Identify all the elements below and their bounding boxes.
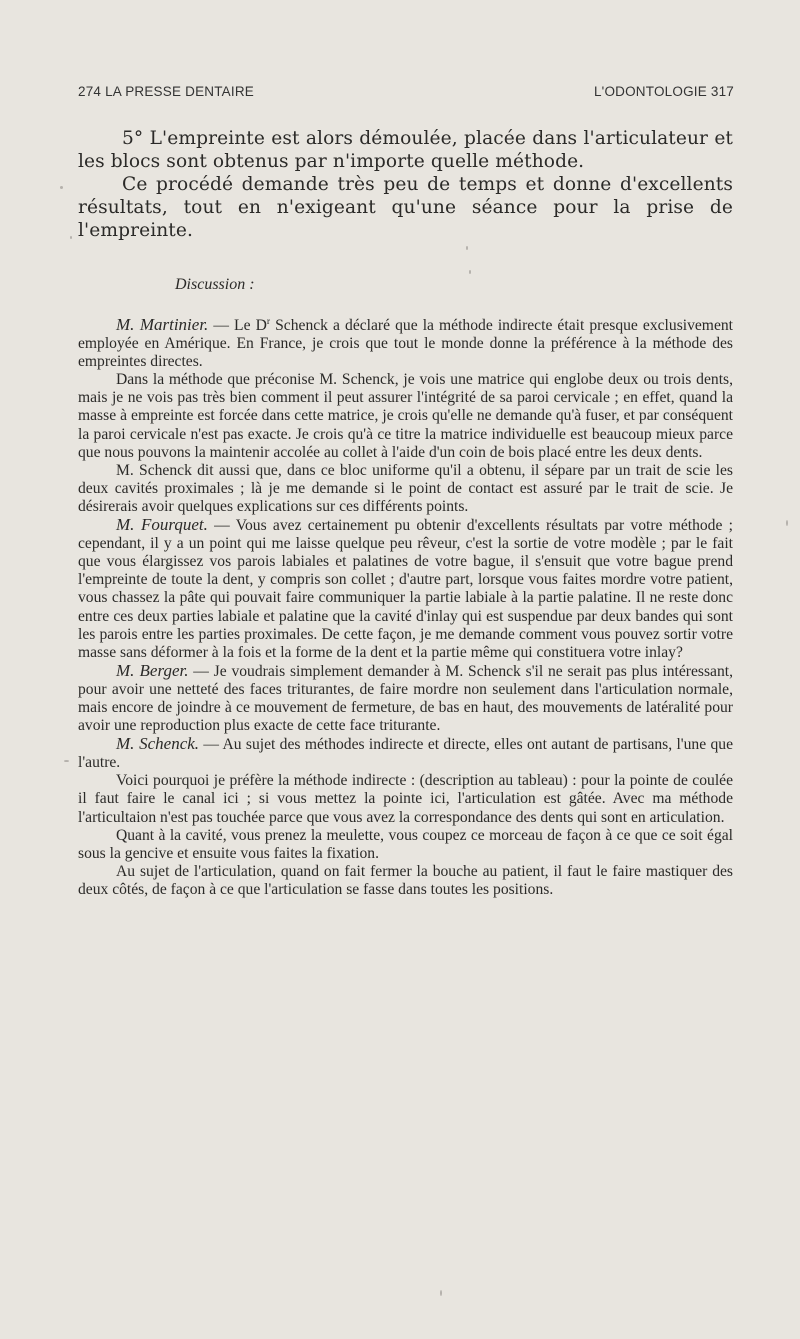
paragraph-martinier-2: Dans la méthode que préconise M. Schenck, je vois une matrice qui englobe deux ou trois dents, mais je ne vois pas très bien comment il peut assurer l'intégrité de sa paroi cervicale ; en effet, quand la masse à empreinte est forcée dans cette matrice, je crois qu'elle ne demande qu'à fuser, et par conséquent la paroi cervicale n'est pas exacte. Je crois qu'à ce titre la matrice individuelle est beaucoup mieux parce que nous pouvons la maintenir accolée au collet à l'aide d'un coin de bois placé entre les deux dents. — [78, 371, 733, 461]
scan-speck — [70, 236, 72, 239]
scan-speck — [466, 246, 468, 250]
paragraph-fourquet: M. Fourquet. — Vous avez certainement pu obtenir d'excellents résultats par votre méthode ; cependant, il y a un point qui me laisse quelque peu rêveur, c'est la sortie de votre modèle ; par le fait que vous élargissez vos parois labiales et palatines de votre bague, il s'ensuit que votre bague prend l'empreinte de toute la dent, y compris son collet ; d'autre part, lorsque vous faites mordre votre patient, vous chassez la pâte qui pouvait faire communiquer la partie labiale à la partie palatine. Il ne reste donc entre ces deux parties labiale et palatine que la cavité d'inlay qui est suspendue par deux bandes qui sont les parois entre les parties proximales. De cette façon, je me demande comment vous pouvez sortir votre masse sans déformer à la fois et la forme de la dent et la partie même qui constituera votre inlay? — [78, 515, 733, 661]
paragraph-martinier: M. Martinier. — Le $D^r$ Schenck a déclaré que la méthode indirecte était presque exclusivement employée en Amérique. En France, je crois que tout le monde donne la préférence à la méthode des empreintes directes. — [78, 315, 733, 371]
scan-speck — [60, 186, 63, 189]
header-right: L'ODONTOLOGIE 317 — [593, 84, 734, 99]
paragraph-schenck-2: Voici pourquoi je préfère la méthode indirecte : (description au tableau) : pour la pointe de coulée il faut faire le canal ici ; si vous mettez la pointe ici, l'articulation est gâtée. Avec ma méthode l'articultaion n'est pas touchée parce que vous avez la correspondance des dents qui sont en articulation. — [78, 772, 733, 826]
speaker-berger: M. Berger. — [116, 660, 189, 680]
running-header — [78, 84, 734, 102]
scan-speck — [440, 1290, 442, 1296]
scan-speck — [786, 520, 788, 526]
paragraph-schenck: M. Schenck. — Au sujet des méthodes indirecte et directe, elles ont autant de partisans, l'une que l'autre. — [78, 734, 733, 772]
scan-speck — [64, 760, 69, 762]
paragraph-martinier-3: M. Schenck dit aussi que, dans ce bloc uniforme qu'il a obtenu, il sépare par un trait de scie les deux cavités proximales ; là je me demande si le point de contact est assuré par le trait de scie. Je désirerais avoir quelques explications sur ces différents points. — [78, 461, 733, 515]
discussion-text — [78, 316, 733, 899]
intro-paragraph-2: Ce procédé demande très peu de temps et donne d'excellents résultats, tout en n'exigeant qu'une séance pour la prise de l'empreinte. — [78, 174, 733, 241]
speaker-schenck: M. Schenck. — [116, 734, 200, 754]
scan-speck — [469, 270, 471, 274]
intro-text — [78, 127, 733, 242]
paragraph-schenck-3: Quant à la cavité, vous prenez la meulette, vous coupez ce morceau de façon à ce que ce soit égal sous la gencive et ensuite vous faites la fixation. — [78, 826, 733, 862]
speaker-fourquet: M. Fourquet. — [116, 515, 208, 535]
paragraph-berger: M. Berger. — Je voudrais simplement demander à M. Schenck s'il ne serait pas plus intéressant, pour avoir une netteté des faces triturantes, de faire mordre non seulement dans l'articulation normale, mais encore de joindre à ce mouvement de fermeture, de bas en haut, des mouvements de latéralité pour avoir une reproduction plus exacte de cette face triturante. — [78, 660, 733, 735]
section-heading: Discussion : — [175, 276, 255, 293]
speaker-martinier: M. Martinier. — [116, 315, 209, 334]
intro-paragraph-1: 5° L'empreinte est alors démoulée, placée dans l'articulateur et les blocs sont obtenus par n'importe quelle méthode. — [78, 128, 733, 172]
paragraph-schenck-4: Au sujet de l'articulation, quand on fait fermer la bouche au patient, il faut le faire mastiquer des deux côtés, de façon à ce que l'articulation se fasse dans toutes les positions. — [78, 862, 733, 898]
header-left: 274 LA PRESSE DENTAIRE — [78, 84, 254, 99]
